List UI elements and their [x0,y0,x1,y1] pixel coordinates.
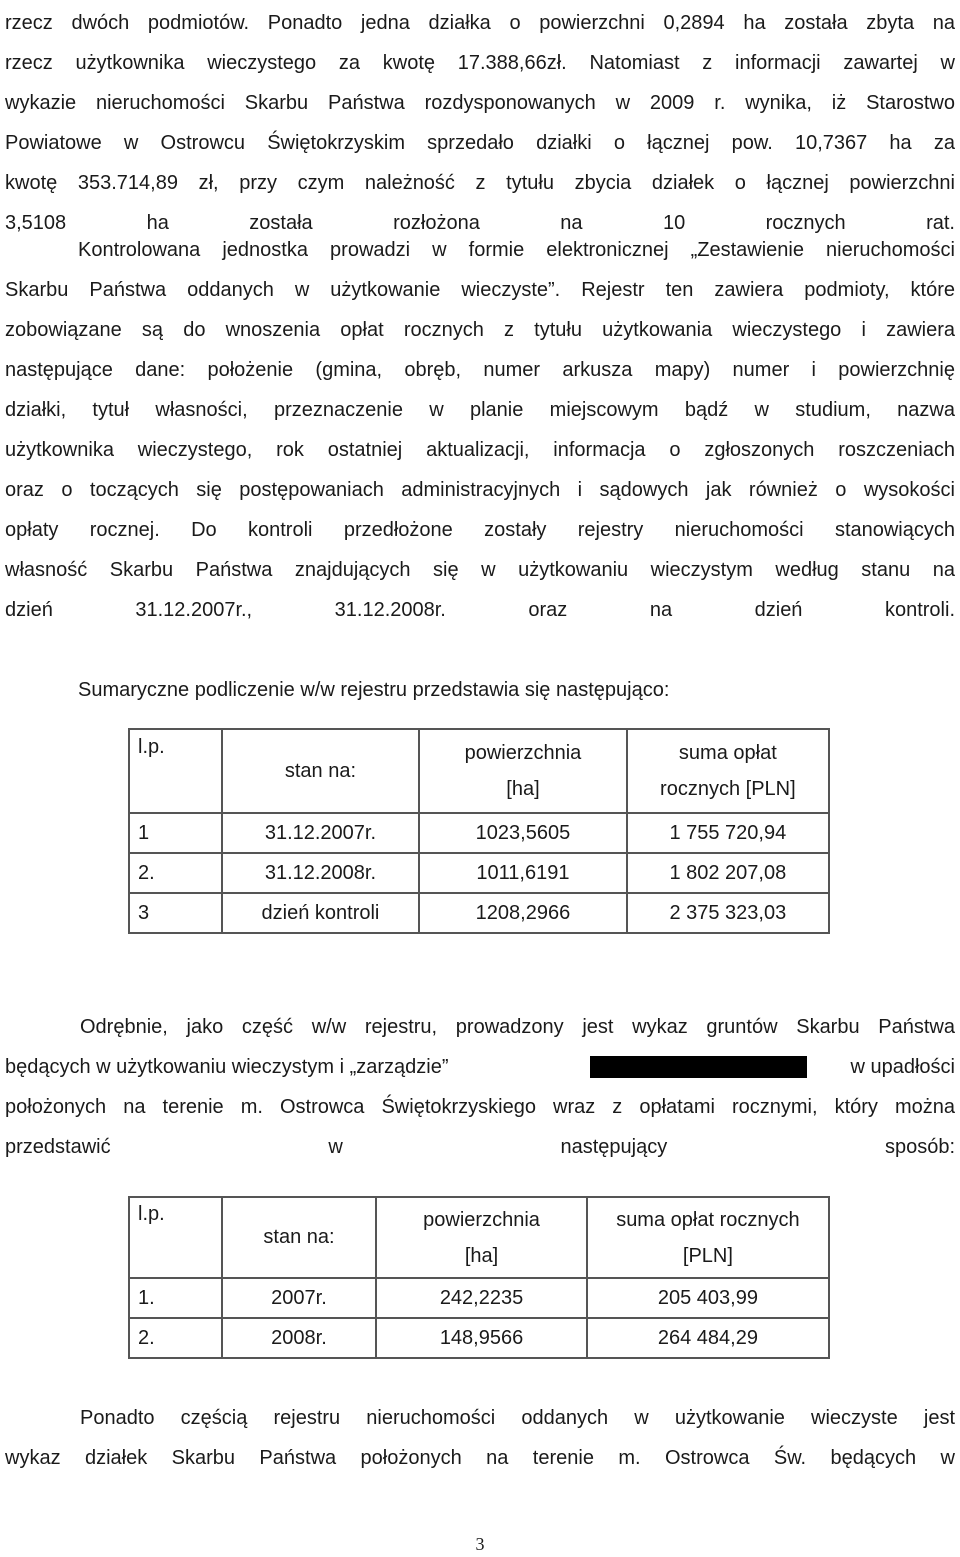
cell-lp: 3 [129,893,222,933]
cell-suma: 1 755 720,94 [627,813,829,853]
table-header-row [129,729,829,813]
table-row [129,1278,829,1318]
cell-lp: 2. [129,853,222,893]
table-row [129,1318,829,1358]
text-line: 3,5108 ha została rozłożona na 10 rocznych rat. [5,212,955,234]
text-line: opłaty rocznej. Do kontroli przedłożone zostały rejestry nieruchomości stanowiących [5,519,955,541]
header-powierzchnia [419,729,627,813]
cell-pow: 148,9566 [376,1318,587,1358]
cell-lp: 1. [129,1278,222,1318]
text-line: rzecz dwóch podmiotów. Ponadto jedna działka o powierzchni 0,2894 ha została zbyta na [5,12,955,34]
text-line: zobowiązane są do wnoszenia opłat rocznych z tytułu użytkowania wieczystego i zawiera [5,319,955,341]
text-line: oraz o toczących się postępowaniach administracyjnych i sądowych jak również o wysokości [5,479,955,501]
table-header-row [129,1197,829,1278]
cell-pow: 1023,5605 [419,813,627,853]
text-line: własność Skarbu Państwa znajdujących się w użytkowaniu wieczystym według stanu na [5,559,955,581]
cell-stan: 31.12.2007r. [222,813,420,853]
text-line: Kontrolowana jednostka prowadzi w formie elektronicznej „Zestawienie nieruchomości [78,239,955,261]
cell-stan: 2008r. [222,1318,377,1358]
summary-table [128,728,830,934]
header-stan: stan na: [222,729,420,813]
cell-suma: 1 802 207,08 [627,853,829,893]
redaction-box [590,1056,807,1078]
header-text: suma opłat [678,742,777,764]
paragraph-separate-register [5,1007,955,1167]
text-line-redacted [5,1047,955,1087]
text-line: Ponadto częścią rejestru nieruchomości oddanych w użytkowanie wieczyste jest [80,1407,955,1429]
table-row [129,893,829,933]
header-stan: stan na: [222,1197,377,1278]
cell-suma: 264 484,29 [587,1318,829,1358]
header-text: [ha] [506,778,540,800]
header-text: powierzchnia [464,742,582,764]
header-lp: l.p. [129,1197,222,1278]
header-text: powierzchnia [423,1208,540,1231]
cell-stan: 2007r. [222,1278,377,1318]
header-text: rocznych [PLN] [660,778,796,800]
text-line: przedstawić w następujący sposób: [5,1136,955,1158]
text-line: dzień 31.12.2007r., 31.12.2008r. oraz na dzień kontroli. [5,599,955,621]
text-segment: będących w użytkowaniu wieczystym i „zarządzie” [5,1056,449,1078]
page-number: 3 [475,1534,485,1554]
text-line: położonych na terenie m. Ostrowca Świętokrzyskiego wraz z opłatami rocznymi, który można [5,1096,955,1118]
cell-lp: 2. [129,1318,222,1358]
cell-stan: 31.12.2008r. [222,853,420,893]
header-text: suma opłat rocznych [616,1208,800,1231]
text-line: następujące dane: położenie (gmina, obręb, numer arkusza mapy) numer i powierzchnię [5,359,955,381]
header-text: [ha] [464,1244,499,1267]
cell-lp: 1 [129,813,222,853]
text-segment: w upadłości [850,1056,955,1078]
text-line: działki, tytuł własności, przeznaczenie w planie miejscowym bądź w studium, nazwa [5,399,955,421]
paragraph-register-description [5,230,955,630]
paragraph-land-sales [5,3,955,243]
header-text: [PLN] [682,1244,733,1267]
text-line: Skarbu Państwa oddanych w użytkowanie wieczyste”. Rejestr ten zawiera podmioty, które [5,279,955,301]
cell-suma: 2 375 323,03 [627,893,829,933]
text-line: rzecz użytkownika wieczystego za kwotę 17.388,66zł. Natomiast z informacji zawartej w [5,52,955,74]
text-line: kwotę 353.714,89 zł, przy czym należność z tytułu zbycia działek o łącznej powierzchni [5,172,955,194]
header-lp: l.p. [129,729,222,813]
text-line: wykazie nieruchomości Skarbu Państwa rozdysponowanych w 2009 r. wynika, iż Starostwo [5,92,955,114]
header-suma [587,1197,829,1278]
cell-pow: 1011,6191 [419,853,627,893]
text-line: wykaz działek Skarbu Państwa położonych na terenie m. Ostrowca Św. będących w [5,1447,955,1469]
table-row [129,853,829,893]
paragraph-plots-list [5,1398,955,1478]
land-fees-table [128,1196,830,1359]
cell-stan: dzień kontroli [222,893,420,933]
cell-pow: 242,2235 [376,1278,587,1318]
header-suma [627,729,829,813]
summary-intro: Sumaryczne podliczenie w/w rejestru przedstawia się następująco: [78,679,670,701]
header-powierzchnia [376,1197,587,1278]
text-line: Odrębnie, jako część w/w rejestru, prowadzony jest wykaz gruntów Skarbu Państwa [80,1016,955,1038]
cell-pow: 1208,2966 [419,893,627,933]
cell-suma: 205 403,99 [587,1278,829,1318]
table-row [129,813,829,853]
text-line: użytkownika wieczystego, rok ostatniej aktualizacji, informacja o zgłoszonych roszczeniach [5,439,955,461]
text-line: Powiatowe w Ostrowcu Świętokrzyskim sprzedało działki o łącznej pow. 10,7367 ha za [5,132,955,154]
